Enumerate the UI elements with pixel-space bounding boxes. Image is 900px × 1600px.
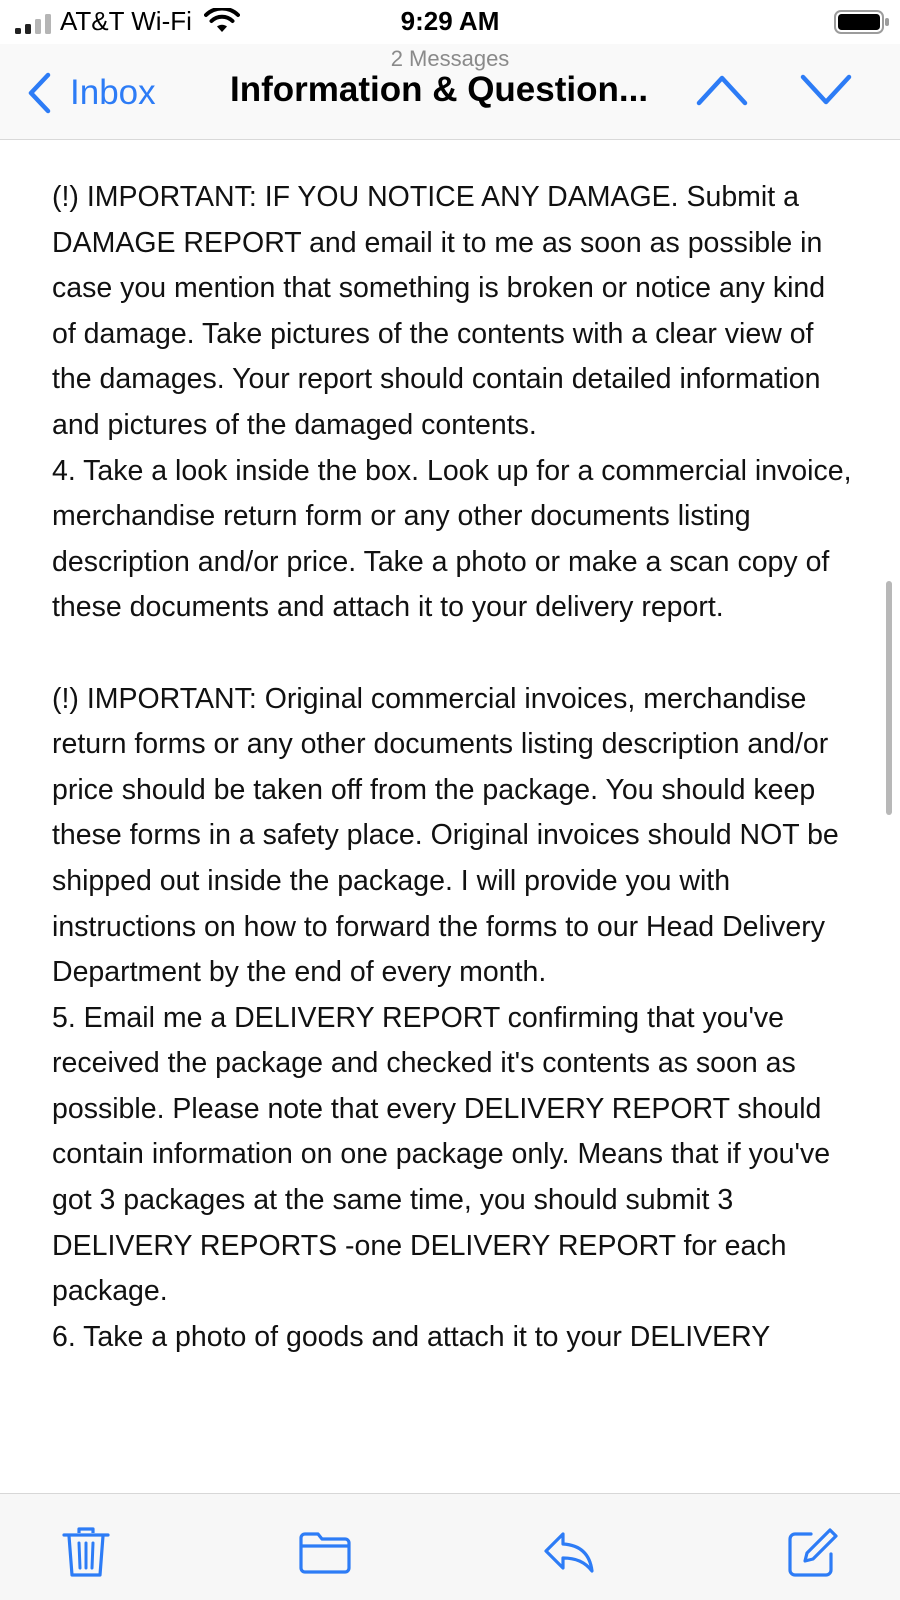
body-paragraph: 4. Take a look inside the box. Look up for a commercial invoice, merchandise return form or any other documents listing description and/or price. Take a photo or make a scan copy of these documents and attach it to your delivery report. <box>52 454 852 624</box>
compose-icon <box>785 1524 841 1580</box>
message-subject: Information & Question... <box>230 70 649 109</box>
trash-icon <box>58 1524 114 1580</box>
scrollbar[interactable] <box>886 581 892 815</box>
body-paragraph: (!) IMPORTANT: IF YOU NOTICE ANY DAMAGE. Submit a DAMAGE REPORT and email it to me as soon as possible in case you mention that something is broken or notice any kind of damage. Take pictures of the contents with a clear view of the damages. Your report should contain detailed information and pictures of the damaged contents. <box>52 181 826 441</box>
back-to-inbox-button[interactable] <box>26 70 156 116</box>
status-time: 9:29 AM <box>400 6 500 36</box>
delete-button[interactable] <box>58 1524 114 1580</box>
battery-icon <box>834 9 890 35</box>
body-paragraph: 5. Email me a DELIVERY REPORT confirming that you've received the package and checked it's contents as soon as possible. Please note that every DELIVERY REPORT should contain information on one package only. Means that if you've got 3 packages at the same time, you should submit 3 DELIVERY REPORTS -one DELIVERY REPORT for each package. <box>52 1001 831 1308</box>
status-bar <box>0 0 900 46</box>
bottom-toolbar <box>0 1493 900 1600</box>
next-message-button[interactable] <box>800 72 852 108</box>
back-button-label: Inbox <box>70 73 156 112</box>
navigation-bar <box>0 44 900 140</box>
move-to-folder-button[interactable] <box>297 1524 353 1580</box>
chevron-left-icon <box>26 72 52 114</box>
reply-button[interactable] <box>541 1524 597 1580</box>
compose-button[interactable] <box>785 1524 841 1580</box>
folder-icon <box>297 1524 353 1580</box>
previous-message-button[interactable] <box>696 72 748 108</box>
body-paragraph: (!) IMPORTANT: Original commercial invoices, merchandise return forms or any other documents listing description and/or price should be taken off from the package. You should keep these forms in a safety place. Original invoices should NOT be shipped out inside the package. I will provide you with instructions on how to forward the forms to our Head Delivery Department by the end of every month. <box>52 682 839 989</box>
body-paragraph: 6. Take a photo of goods and attach it to your DELIVERY <box>52 1320 771 1353</box>
carrier-label: AT&T Wi-Fi <box>60 6 192 36</box>
message-count: 2 Messages <box>390 46 510 71</box>
reply-icon <box>541 1524 597 1580</box>
message-body <box>52 175 852 1360</box>
